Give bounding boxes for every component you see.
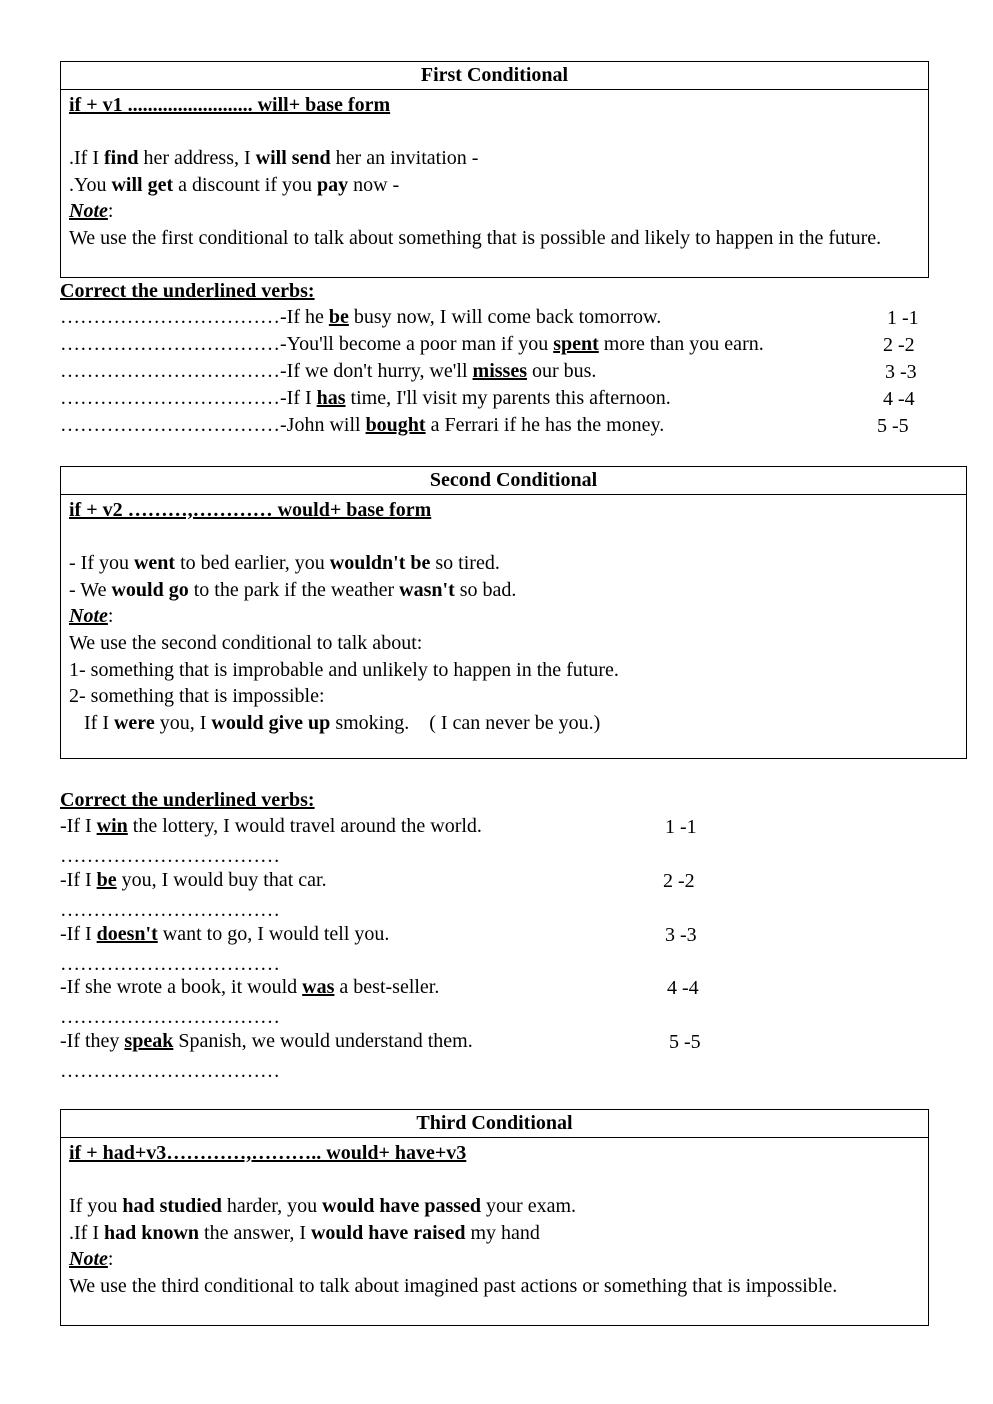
exercise2-answer-line-3: ……………………………: [60, 953, 280, 975]
exercise2-answer-line-4: ……………………………: [60, 1006, 280, 1028]
third-conditional-box: [60, 1109, 929, 1326]
exercise2-number-1: 1 -1: [665, 816, 697, 838]
exercise2-item-1: -If I win the lottery, I would travel around the world.: [60, 815, 482, 837]
exercise2-answer-line-5: ……………………………: [60, 1060, 280, 1082]
first-example-1: .If I find her address, I will send her an invitation -: [69, 147, 479, 170]
exercise1-item-4: ……………………………-If I has time, I'll visit my parents this afternoon.: [60, 387, 671, 409]
third-conditional-body: if + had+v3…………,……….. would+ have+v3 If you had studied harder, you would have passed your exam. .If I had known the answer, I would have raised my hand Note: We use the third conditional to talk about imagined past actions or something that is impossible.: [61, 1138, 928, 1300]
exercise2-number-4: 4 -4: [667, 977, 699, 999]
second-conditional-formula: if + v2 ………,………… would+ base form: [69, 499, 432, 521]
third-conditional-title: Third Conditional: [61, 1110, 928, 1138]
exercise1-number-4: 4 -4: [883, 388, 915, 410]
first-conditional-body: if + v1 ......................... will+ base form .If I find her address, I will send her an invitation - .You will get a discount if you pay now - Note: We use the first conditional to talk about something that is possible and likely to happen in the future.: [61, 90, 928, 252]
second-note-line-3: 2- something that is impossible:: [69, 685, 325, 708]
second-example-3: If I were you, I would give up smoking. ( I can never be you.): [69, 711, 601, 734]
exercise2-item-4: -If she wrote a book, it would was a best-seller.: [60, 976, 440, 998]
exercise1-number-1: 1 -1: [887, 307, 919, 329]
first-conditional-formula: if + v1 ......................... will+ base form: [69, 94, 391, 116]
exercise1-item-1: ……………………………-If he be busy now, I will come back tomorrow.: [60, 306, 662, 328]
second-conditional-box: [60, 466, 967, 759]
exercise2-item-5: -If they speak Spanish, we would understand them.: [60, 1030, 473, 1052]
exercise2-number-5: 5 -5: [669, 1031, 701, 1053]
second-conditional-body: if + v2 ………,………… would+ base form - If you went to bed earlier, you wouldn't be so tired. - We would go to the park if the weather wasn't so bad. Note: We use the second conditional to talk about: 1- something that is improbable and unlikely to happen in the future. 2- something that is impossible: If I were you, I would give up smoking. ( I can never be you.): [61, 495, 966, 736]
exercise2-answer-line-1: ……………………………: [60, 845, 280, 867]
exercise2-number-2: 2 -2: [663, 870, 695, 892]
exercise2-title: Correct the underlined verbs:: [60, 789, 315, 811]
third-note-text: We use the third conditional to talk about imagined past actions or something that is impossible.: [69, 1274, 838, 1297]
first-note-label: Note: [69, 200, 108, 223]
second-note-line-1: We use the second conditional to talk about:: [69, 631, 423, 654]
second-note-line-2: 1- something that is improbable and unlikely to happen in the future.: [69, 658, 619, 681]
second-note-label: Note: [69, 605, 108, 628]
exercise2-item-3: -If I doesn't want to go, I would tell you.: [60, 923, 390, 945]
third-example-1: If you had studied harder, you would have passed your exam.: [69, 1195, 577, 1218]
third-conditional-formula: if + had+v3…………,……….. would+ have+v3: [69, 1142, 467, 1164]
second-example-2: - We would go to the park if the weather wasn't so bad.: [69, 578, 517, 601]
second-conditional-title: Second Conditional: [61, 467, 966, 495]
exercise1-item-2: ……………………………-You'll become a poor man if you spent more than you earn.: [60, 333, 764, 355]
exercise1-title: Correct the underlined verbs:: [60, 280, 315, 302]
first-example-2: .You will get a discount if you pay now -: [69, 173, 400, 196]
first-note-text: We use the first conditional to talk about something that is possible and likely to happen in the future.: [69, 226, 882, 249]
exercise1-number-2: 2 -2: [883, 334, 915, 356]
exercise1-item-5: ……………………………-John will bought a Ferrari if he has the money.: [60, 414, 665, 436]
exercise1-number-5: 5 -5: [877, 415, 909, 437]
exercise1-number-3: 3 -3: [885, 361, 917, 383]
exercise2-number-3: 3 -3: [665, 924, 697, 946]
third-note-label: Note: [69, 1248, 108, 1271]
first-conditional-title: First Conditional: [61, 62, 928, 90]
exercise2-answer-line-2: ……………………………: [60, 899, 280, 921]
third-example-2: .If I had known the answer, I would have raised my hand: [69, 1221, 540, 1244]
exercise1-item-3: ……………………………-If we don't hurry, we'll misses our bus.: [60, 360, 597, 382]
second-example-1: - If you went to bed earlier, you wouldn't be so tired.: [69, 552, 500, 575]
first-conditional-box: [60, 61, 929, 278]
exercise2-item-2: -If I be you, I would buy that car.: [60, 869, 327, 891]
